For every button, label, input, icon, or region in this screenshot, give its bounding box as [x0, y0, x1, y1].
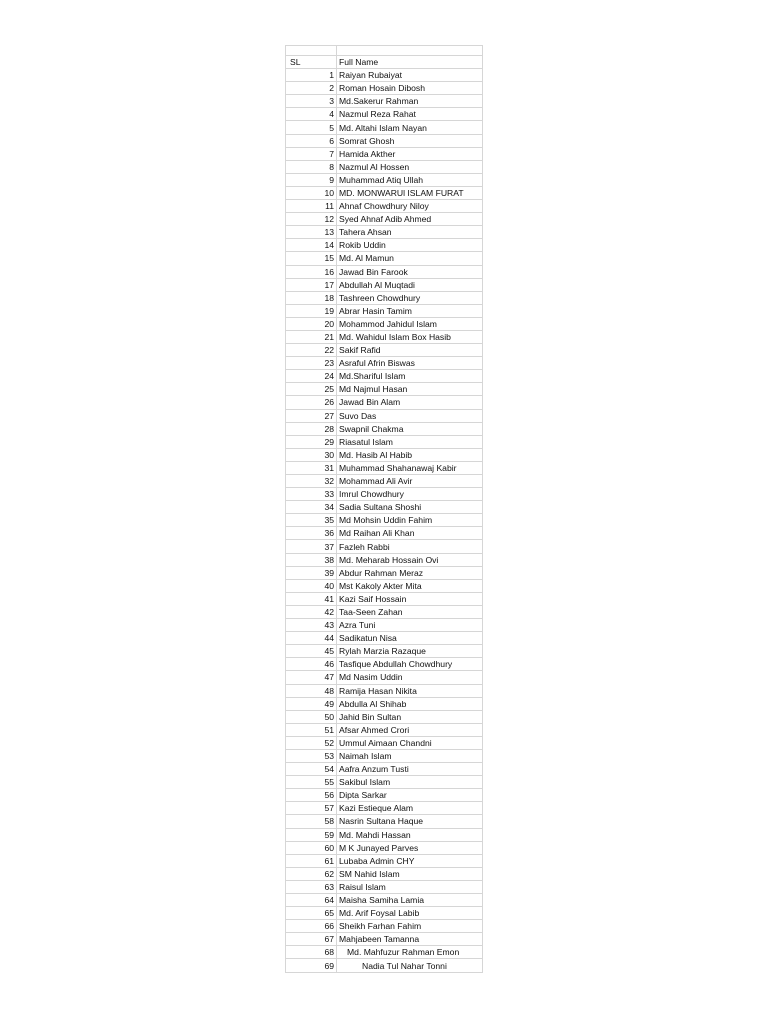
blank-cell: [337, 46, 483, 56]
full-name-cell: Tasfique Abdullah Chowdhury: [337, 658, 483, 671]
table-row: [286, 592, 483, 605]
table-row: [286, 95, 483, 108]
full-name-cell: Abrar Hasin Tamim: [337, 304, 483, 317]
full-name-cell: Afsar Ahmed Crori: [337, 723, 483, 736]
full-name-cell: Nazmul Al Hossen: [337, 160, 483, 173]
table-row: [286, 776, 483, 789]
full-name-cell: Taa-Seen Zahan: [337, 605, 483, 618]
full-name-cell: Sakibul Islam: [337, 776, 483, 789]
serial-number-cell: 35: [286, 514, 337, 527]
serial-number-cell: 2: [286, 82, 337, 95]
full-name-cell: Nadia Tul Nahar Tonni: [337, 959, 483, 972]
table-row: [286, 920, 483, 933]
name-list-body: [286, 46, 483, 973]
serial-number-cell: 68: [286, 946, 337, 959]
full-name-cell: Muhammad Atiq Ullah: [337, 173, 483, 186]
serial-number-cell: 31: [286, 461, 337, 474]
full-name-cell: Sadia Sultana Shoshi: [337, 501, 483, 514]
table-row: [286, 252, 483, 265]
full-name-cell: Imrul Chowdhury: [337, 488, 483, 501]
header-row: [286, 56, 483, 69]
full-name-column-header: Full Name: [337, 56, 483, 69]
table-row: [286, 160, 483, 173]
table-row: [286, 448, 483, 461]
serial-number-cell: 5: [286, 121, 337, 134]
serial-number-cell: 19: [286, 304, 337, 317]
full-name-cell: Ahnaf Chowdhury Niloy: [337, 200, 483, 213]
serial-number-cell: 51: [286, 723, 337, 736]
full-name-cell: Suvo Das: [337, 409, 483, 422]
serial-number-cell: 17: [286, 278, 337, 291]
full-name-cell: Aafra Anzum Tusti: [337, 763, 483, 776]
serial-number-cell: 42: [286, 605, 337, 618]
full-name-cell: Md. Wahidul Islam Box Hasib: [337, 330, 483, 343]
table-row: [286, 789, 483, 802]
table-row: [286, 684, 483, 697]
table-row: [286, 121, 483, 134]
serial-number-cell: 47: [286, 671, 337, 684]
serial-number-cell: 66: [286, 920, 337, 933]
full-name-cell: Md. Meharab Hossain Ovi: [337, 553, 483, 566]
full-name-cell: Md Nasim Uddin: [337, 671, 483, 684]
table-row: [286, 461, 483, 474]
full-name-cell: Kazi Saif Hossain: [337, 592, 483, 605]
serial-number-cell: 52: [286, 736, 337, 749]
table-row: [286, 579, 483, 592]
full-name-cell: MD. MONWARUl ISLAM FURAT: [337, 186, 483, 199]
serial-number-cell: 8: [286, 160, 337, 173]
full-name-cell: Nasrin Sultana Haque: [337, 815, 483, 828]
serial-number-cell: 1: [286, 69, 337, 82]
serial-number-cell: 7: [286, 147, 337, 160]
table-row: [286, 553, 483, 566]
full-name-cell: Muhammad Shahanawaj Kabir: [337, 461, 483, 474]
full-name-cell: Jawad Bin Farook: [337, 265, 483, 278]
table-row: [286, 317, 483, 330]
table-row: [286, 304, 483, 317]
table-row: [286, 291, 483, 304]
serial-number-cell: 27: [286, 409, 337, 422]
sl-column-header: SL: [286, 56, 337, 69]
table-row: [286, 514, 483, 527]
table-row: [286, 894, 483, 907]
serial-number-cell: 62: [286, 867, 337, 880]
full-name-cell: Md.Sakerur Rahman: [337, 95, 483, 108]
full-name-cell: Jawad Bin Alam: [337, 396, 483, 409]
full-name-cell: Md Raihan Ali Khan: [337, 527, 483, 540]
table-row: [286, 959, 483, 972]
table-row: [286, 540, 483, 553]
full-name-cell: M K Junayed Parves: [337, 841, 483, 854]
full-name-cell: Roman Hosain Dibosh: [337, 82, 483, 95]
serial-number-cell: 55: [286, 776, 337, 789]
table-row: [286, 645, 483, 658]
serial-number-cell: 37: [286, 540, 337, 553]
table-row: [286, 396, 483, 409]
serial-number-cell: 64: [286, 894, 337, 907]
serial-number-cell: 60: [286, 841, 337, 854]
full-name-cell: Tahera Ahsan: [337, 226, 483, 239]
serial-number-cell: 69: [286, 959, 337, 972]
table-row: [286, 200, 483, 213]
full-name-cell: Somrat Ghosh: [337, 134, 483, 147]
table-row: [286, 933, 483, 946]
table-row: [286, 763, 483, 776]
serial-number-cell: 65: [286, 907, 337, 920]
full-name-cell: Hamida Akther: [337, 147, 483, 160]
table-row: [286, 278, 483, 291]
serial-number-cell: 33: [286, 488, 337, 501]
table-row: [286, 605, 483, 618]
serial-number-cell: 16: [286, 265, 337, 278]
serial-number-cell: 54: [286, 763, 337, 776]
table-row: [286, 841, 483, 854]
serial-number-cell: 32: [286, 475, 337, 488]
serial-number-cell: 23: [286, 357, 337, 370]
serial-number-cell: 61: [286, 854, 337, 867]
serial-number-cell: 57: [286, 802, 337, 815]
full-name-cell: Riasatul Islam: [337, 435, 483, 448]
table-row: [286, 867, 483, 880]
serial-number-cell: 21: [286, 330, 337, 343]
table-row: [286, 946, 483, 959]
table-row: [286, 82, 483, 95]
serial-number-cell: 6: [286, 134, 337, 147]
table-row: [286, 697, 483, 710]
serial-number-cell: 40: [286, 579, 337, 592]
table-row: [286, 213, 483, 226]
serial-number-cell: 4: [286, 108, 337, 121]
table-row: [286, 566, 483, 579]
serial-number-cell: 56: [286, 789, 337, 802]
full-name-cell: Abdur Rahman Meraz: [337, 566, 483, 579]
full-name-cell: Fazleh Rabbi: [337, 540, 483, 553]
serial-number-cell: 30: [286, 448, 337, 461]
serial-number-cell: 48: [286, 684, 337, 697]
full-name-cell: Ummul Aimaan Chandni: [337, 736, 483, 749]
serial-number-cell: 43: [286, 619, 337, 632]
full-name-cell: Md Mohsin Uddin Fahim: [337, 514, 483, 527]
table-row: [286, 422, 483, 435]
blank-cell: [286, 46, 337, 56]
serial-number-cell: 49: [286, 697, 337, 710]
full-name-cell: Sakif Rafid: [337, 344, 483, 357]
table-row: [286, 802, 483, 815]
full-name-cell: Naimah Islam: [337, 749, 483, 762]
serial-number-cell: 14: [286, 239, 337, 252]
full-name-cell: Ramija Hasan Nikita: [337, 684, 483, 697]
full-name-cell: SM Nahid Islam: [337, 867, 483, 880]
table-row: [286, 108, 483, 121]
serial-number-cell: 46: [286, 658, 337, 671]
table-row: [286, 239, 483, 252]
table-row: [286, 147, 483, 160]
table-row: [286, 671, 483, 684]
full-name-cell: Asraful Afrin Biswas: [337, 357, 483, 370]
table-row: [286, 749, 483, 762]
serial-number-cell: 26: [286, 396, 337, 409]
full-name-cell: Sadikatun Nisa: [337, 632, 483, 645]
blank-row: [286, 46, 483, 56]
full-name-cell: Mohammad Ali Avir: [337, 475, 483, 488]
full-name-cell: Kazi Estieque Alam: [337, 802, 483, 815]
table-row: [286, 736, 483, 749]
full-name-cell: Abdulla Al Shihab: [337, 697, 483, 710]
serial-number-cell: 15: [286, 252, 337, 265]
serial-number-cell: 13: [286, 226, 337, 239]
full-name-cell: Rokib Uddin: [337, 239, 483, 252]
full-name-cell: Swapnil Chakma: [337, 422, 483, 435]
full-name-cell: Rylah Marzia Razaque: [337, 645, 483, 658]
table-row: [286, 710, 483, 723]
serial-number-cell: 18: [286, 291, 337, 304]
table-row: [286, 475, 483, 488]
serial-number-cell: 12: [286, 213, 337, 226]
serial-number-cell: 28: [286, 422, 337, 435]
full-name-cell: Md. Mahdi Hassan: [337, 828, 483, 841]
table-row: [286, 265, 483, 278]
serial-number-cell: 34: [286, 501, 337, 514]
table-row: [286, 409, 483, 422]
serial-number-cell: 50: [286, 710, 337, 723]
table-row: [286, 488, 483, 501]
full-name-cell: Sheikh Farhan Fahim: [337, 920, 483, 933]
full-name-cell: Raisul Islam: [337, 880, 483, 893]
serial-number-cell: 24: [286, 370, 337, 383]
full-name-cell: Md. Hasib Al Habib: [337, 448, 483, 461]
table-row: [286, 854, 483, 867]
serial-number-cell: 58: [286, 815, 337, 828]
name-list-table: [285, 45, 483, 973]
serial-number-cell: 25: [286, 383, 337, 396]
full-name-cell: Maisha Samiha Lamia: [337, 894, 483, 907]
table-row: [286, 383, 483, 396]
table-row: [286, 723, 483, 736]
full-name-cell: Md.Shariful Islam: [337, 370, 483, 383]
table-row: [286, 357, 483, 370]
full-name-cell: Jahid Bin Sultan: [337, 710, 483, 723]
serial-number-cell: 67: [286, 933, 337, 946]
serial-number-cell: 29: [286, 435, 337, 448]
serial-number-cell: 36: [286, 527, 337, 540]
table-row: [286, 527, 483, 540]
full-name-cell: Md. Al Mamun: [337, 252, 483, 265]
serial-number-cell: 41: [286, 592, 337, 605]
table-row: [286, 619, 483, 632]
serial-number-cell: 11: [286, 200, 337, 213]
table-row: [286, 69, 483, 82]
full-name-cell: Mst Kakoly Akter Mita: [337, 579, 483, 592]
serial-number-cell: 20: [286, 317, 337, 330]
full-name-cell: Md. Altahi Islam Nayan: [337, 121, 483, 134]
table-row: [286, 658, 483, 671]
full-name-cell: Md Najmul Hasan: [337, 383, 483, 396]
serial-number-cell: 44: [286, 632, 337, 645]
full-name-cell: Lubaba Admin CHY: [337, 854, 483, 867]
table-row: [286, 815, 483, 828]
full-name-cell: Azra Tuni: [337, 619, 483, 632]
table-row: [286, 134, 483, 147]
serial-number-cell: 3: [286, 95, 337, 108]
serial-number-cell: 39: [286, 566, 337, 579]
full-name-cell: Syed Ahnaf Adib Ahmed: [337, 213, 483, 226]
serial-number-cell: 45: [286, 645, 337, 658]
serial-number-cell: 63: [286, 880, 337, 893]
serial-number-cell: 53: [286, 749, 337, 762]
table-row: [286, 880, 483, 893]
full-name-cell: Mahjabeen Tamanna: [337, 933, 483, 946]
full-name-cell: Md. Mahfuzur Rahman Emon: [337, 946, 483, 959]
table-row: [286, 370, 483, 383]
full-name-cell: Tashreen Chowdhury: [337, 291, 483, 304]
table-row: [286, 501, 483, 514]
full-name-cell: Raiyan Rubaiyat: [337, 69, 483, 82]
serial-number-cell: 10: [286, 186, 337, 199]
full-name-cell: Dipta Sarkar: [337, 789, 483, 802]
table-row: [286, 344, 483, 357]
table-row: [286, 173, 483, 186]
serial-number-cell: 9: [286, 173, 337, 186]
serial-number-cell: 38: [286, 553, 337, 566]
full-name-cell: Md. Arif Foysal Labib: [337, 907, 483, 920]
table-row: [286, 226, 483, 239]
table-row: [286, 907, 483, 920]
table-row: [286, 330, 483, 343]
serial-number-cell: 22: [286, 344, 337, 357]
full-name-cell: Mohammod Jahidul Islam: [337, 317, 483, 330]
serial-number-cell: 59: [286, 828, 337, 841]
table-row: [286, 632, 483, 645]
table-row: [286, 186, 483, 199]
table-row: [286, 435, 483, 448]
table-row: [286, 828, 483, 841]
full-name-cell: Nazmul Reza Rahat: [337, 108, 483, 121]
full-name-cell: Abdullah Al Muqtadi: [337, 278, 483, 291]
